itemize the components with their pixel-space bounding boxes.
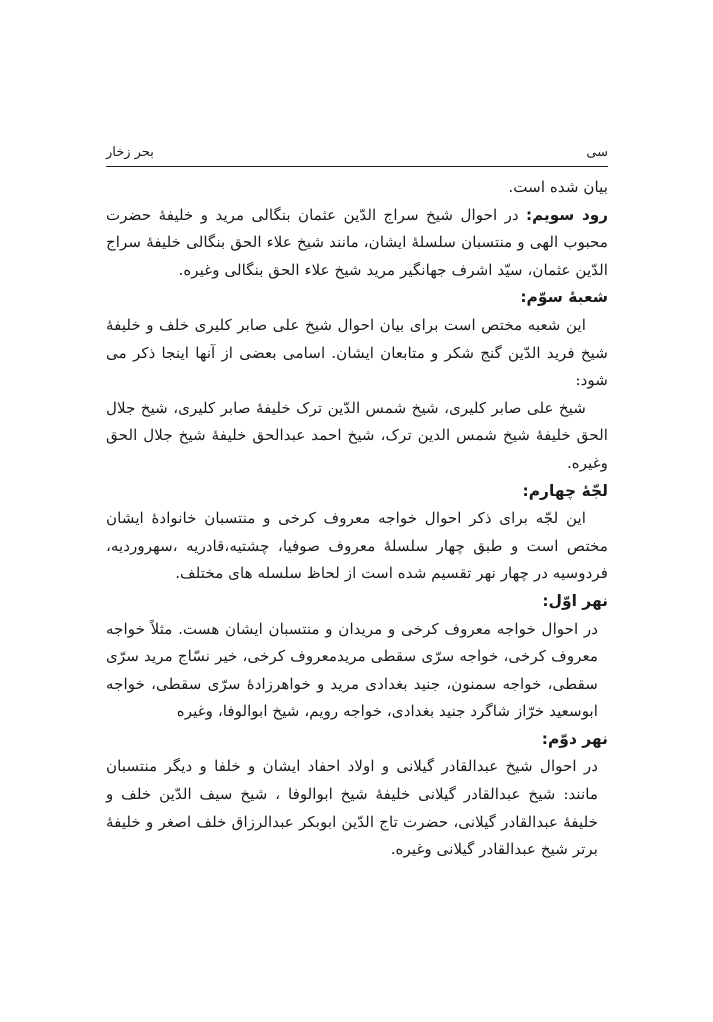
book-title: بحر زخار <box>106 145 154 160</box>
paragraph <box>106 616 608 726</box>
paragraph-text: در احوال شیخ سراج الدّین عثمان بنگالی مرید و خلیفۀ حضرت محبوب الهی و منتسبان سلسلۀ ایشان، مانند شیخ علاء الحق بنگالی خلیفۀ سراج الدّین عثمان، سیّد اشرف جهانگیر مرید شیخ علاء الحق بنگالی وغیره. <box>106 205 608 279</box>
section-heading: نهر اوّل: <box>542 591 608 610</box>
paragraph <box>106 174 608 202</box>
header-rule <box>106 166 608 167</box>
paragraph <box>106 753 608 863</box>
paragraph-text: در احوال خواجه معروف کرخی و مریدان و منتسبان ایشان هست. مثلاً خواجه معروف کرخی، خواجه سرّی سقطی مریدمعروف کرخی، خیر نسّاج مرید سرّی سقطی، خواجه سمنون، جنید بغدادی مرید و خواهرزادۀ سرّی سقطی، خواجه ابوسعید خرّاز شاگرد جنید بغدادی، خواجه رویم، شیخ ابوالوفا، وغیره <box>106 619 598 721</box>
paragraph <box>106 312 608 395</box>
paragraph <box>106 505 608 588</box>
paragraph-text: این شعبه مختص است برای بیان احوال شیخ علی صابر کلیری خلف و خلیفۀ شیخ فرید الدّین گنج شکر و متابعان ایشان. اسامی بعضی از آنها اینجا ذکر می شود: <box>106 315 608 390</box>
section-heading: شعبۀ سوّم: <box>520 288 608 307</box>
paragraph-lead-label: رود سویم: <box>526 205 608 224</box>
section-heading: نهر دوّم: <box>541 729 608 748</box>
paragraph-text: در احوال شیخ عبدالقادر گیلانی و اولاد احفاد ایشان و خلفا و دیگر منتسبان مانند: شیخ عبدالقادر گیلانی خلیفۀ شیخ ابوالوفا ، شیخ سیف الدّین خلف و خلیفۀ عبدالقادر گیلانی، حضرت تاج الدّین ابوبکر عبدالرزاق خلف اصغر و خلیفۀ برتر شیخ عبدالقادر گیلانی وغیره. <box>106 757 598 859</box>
paragraph-text: شیخ علی صابر کلیری، شیخ شمس الدّین ترک خلیفۀ صابر کلیری، شیخ جلال الحق خلیفۀ شیخ شمس الدین ترک، شیخ احمد عبدالحق خلیفۀ شیخ جلال الحق وغیره. <box>106 398 608 472</box>
paragraph <box>106 395 608 478</box>
running-header <box>106 145 608 165</box>
section-heading: لجّۀ چهارم: <box>522 481 608 500</box>
paragraph <box>106 202 608 285</box>
paragraph-text: بیان شده است. <box>508 178 608 196</box>
body-text <box>106 174 608 864</box>
paragraph-text: این لجّه برای ذکر احوال خواجه معروف کرخی و منتسبان خانوادۀ ایشان مختص است و طبق چهار سلسلۀ معروف صوفیا، چشتیه،قادریه ،سهروردیه، فردوسیه در چهار نهر تقسیم شده است از لحاظ سلسله های مختلف. <box>106 509 608 583</box>
page-number: سی <box>586 145 608 160</box>
